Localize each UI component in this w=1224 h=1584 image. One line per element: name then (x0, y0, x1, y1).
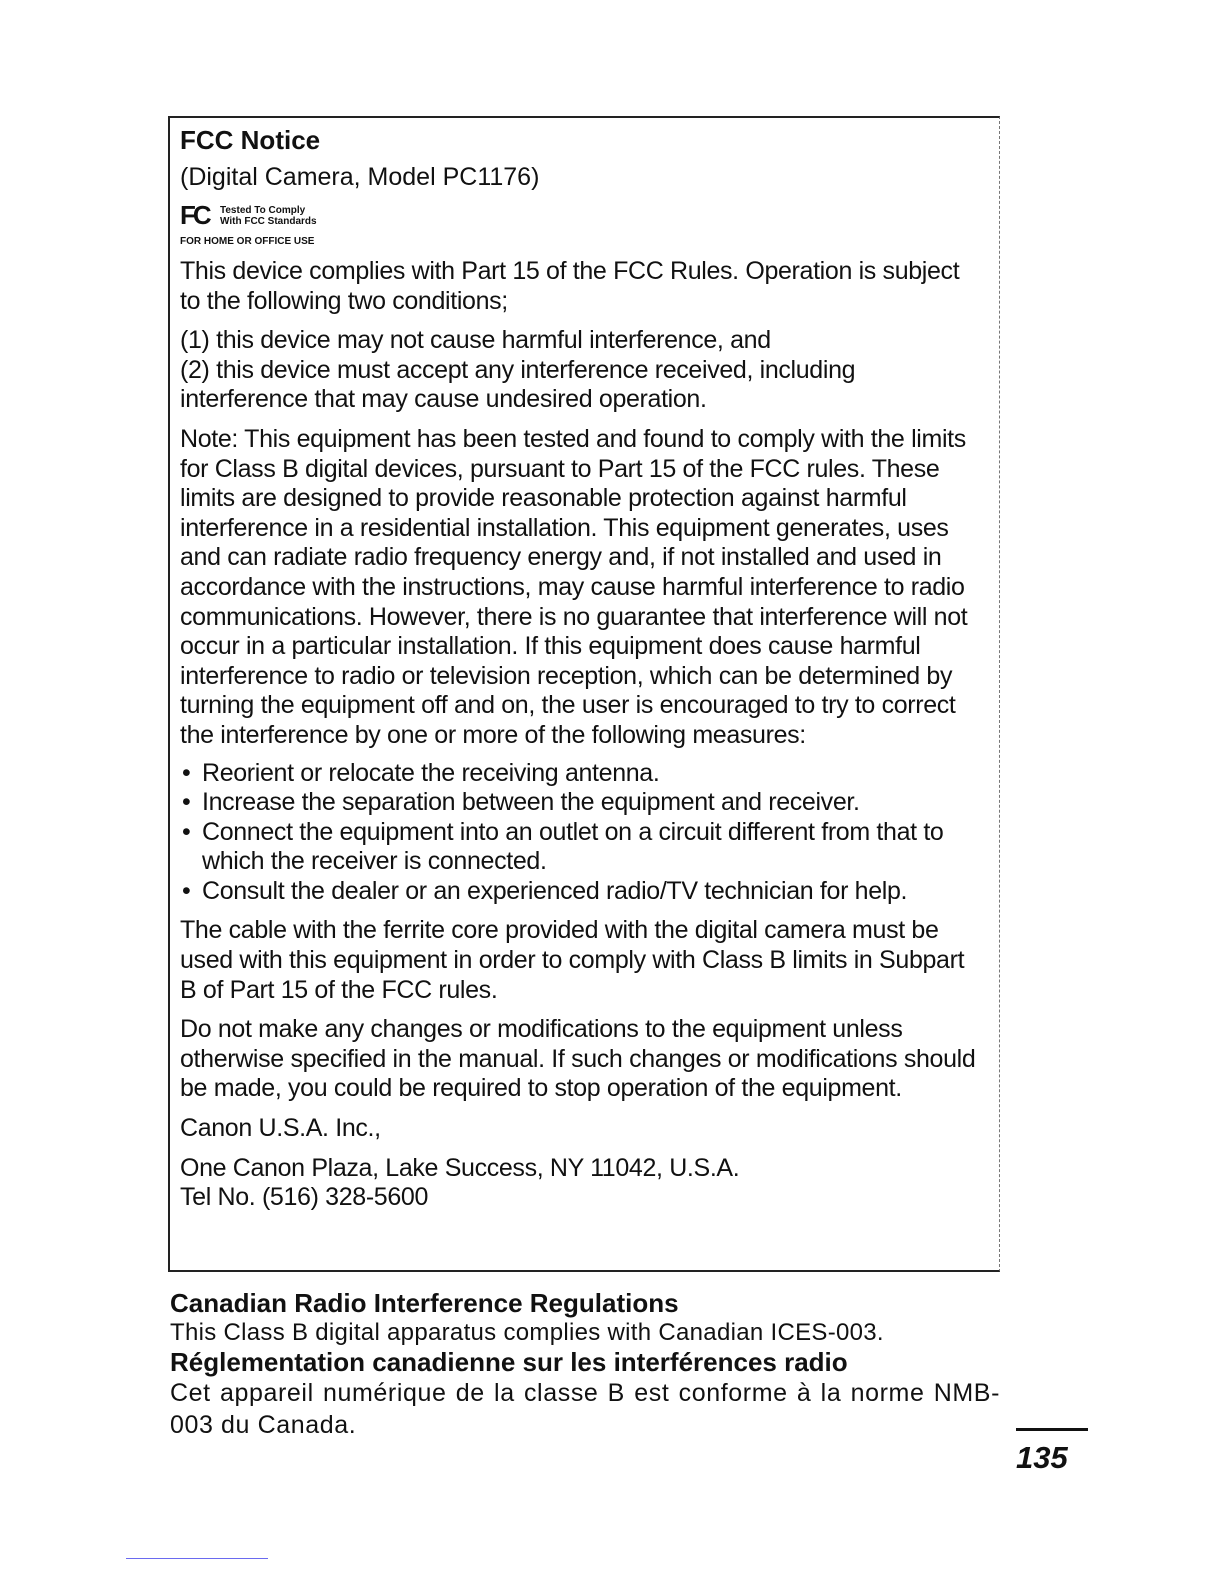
condition-2: (2) this device must accept any interference received, including interference that may cause undesired operation. (180, 355, 856, 414)
list-item (180, 877, 985, 907)
measure-text: Consult the dealer or an experienced radio/TV technician for help. (202, 876, 908, 905)
canadian-regulations (170, 1288, 1010, 1441)
list-item (180, 759, 985, 789)
modifications-paragraph: Do not make any changes or modifications to the equipment unless otherwise specified in the manual. If such changes or modifications should be made, you could be required to stop operation of the equipment. (180, 1015, 976, 1103)
company-address: One Canon Plaza, Lake Success, NY 11042, U.S.A. (180, 1153, 740, 1182)
fcc-logo-mark: FC (180, 200, 209, 230)
bullet-icon: • (182, 817, 191, 846)
fcc-logo-text (220, 202, 317, 227)
bullet-icon: • (182, 788, 191, 817)
measure-text: Reorient or relocate the receiving antenna. (202, 758, 660, 787)
list-item (180, 788, 985, 818)
fcc-notice-title: FCC Notice (180, 125, 321, 155)
canadian-text-en: This Class B digital apparatus complies with Canadian ICES-003. (170, 1319, 884, 1346)
scan-edge-line (126, 1558, 268, 1559)
canadian-heading-fr: Réglementation canadienne sur les interférences radio (170, 1347, 848, 1377)
company-phone: Tel No. (516) 328-5600 (180, 1183, 429, 1212)
canadian-heading-en: Canadian Radio Interference Regulations (170, 1288, 679, 1318)
fcc-notice-box (168, 116, 1000, 1272)
page-number: 135 (1016, 1440, 1068, 1475)
page-number-rule (1016, 1428, 1088, 1431)
fcc-logo-line3: FOR HOME OR OFFICE USE (180, 236, 315, 247)
bullet-icon: • (182, 876, 191, 905)
measures-list (180, 759, 985, 907)
list-item (180, 818, 985, 877)
company-name: Canon U.S.A. Inc., (180, 1114, 381, 1143)
camera-model: (Digital Camera, Model PC1176) (180, 163, 540, 191)
condition-1: (1) this device may not cause harmful interference, and (180, 326, 771, 355)
bullet-icon: • (182, 758, 191, 787)
fcc-logo-line2: With FCC Standards (220, 216, 317, 227)
measure-text: Increase the separation between the equipment and receiver. (202, 788, 860, 817)
compliance-statement: This device complies with Part 15 of the FCC Rules. Operation is subject to the following two conditions; (180, 257, 960, 315)
canadian-text-fr: Cet appareil numérique de la classe B est conforme à la norme NMB-003 du Canada. (170, 1379, 1000, 1439)
fcc-logo-line1: Tested To Comply (220, 205, 306, 216)
measure-text: Connect the equipment into an outlet on a circuit different from that to which the receiver is connected. (202, 817, 944, 876)
note-paragraph: Note: This equipment has been tested and found to comply with the limits for Class B digital devices, pursuant to Part 15 of the FCC rules. These limits are designed to provide reasonable protection against harmful interference in a residential installation. This equipment generates, uses and can radiate radio frequency energy and, if not installed and used in accordance with the instructions, may cause harmful interference to radio communications. However, there is no guarantee that interference will not occur in a particular installation. If this equipment does cause harmful interference to radio or television reception, which can be determined by turning the equipment off and on, the user is encouraged to try to correct the interference by one or more of the following measures: (180, 424, 968, 749)
cable-paragraph: The cable with the ferrite core provided with the digital camera must be used with this equipment in order to comply with Class B limits in Subpart B of Part 15 of the FCC rules. (180, 916, 965, 1004)
